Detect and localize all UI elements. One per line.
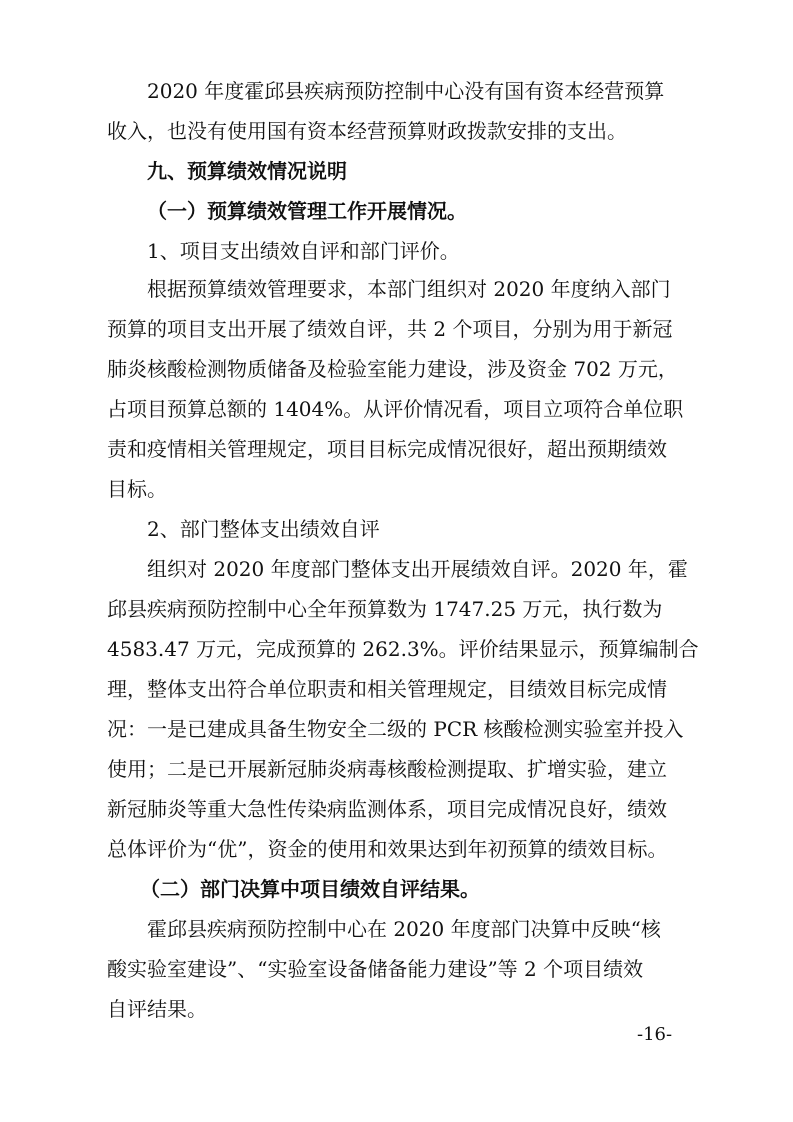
paragraph-line: 4583.47 万元，完成预算的 262.3%。评价结果显示，预算编制合 (107, 637, 699, 661)
paragraph-line: 新冠肺炎等重大急性传染病监测体系，项目完成情况良好，绩效 (107, 797, 667, 821)
paragraph-line: 肺炎核酸检测物质储备及检验室能力建设，涉及资金 702 万元， (107, 357, 678, 381)
subsection-heading-results: （二）部门决算中项目绩效自评结果。 (140, 877, 480, 901)
item-heading-project-evaluation: 1、项目支出绩效自评和部门评价。 (147, 239, 460, 263)
subsection-heading-management: （一）预算绩效管理工作开展情况。 (147, 199, 467, 223)
paragraph-line: 酸实验室建设”、“实验室设备储备能力建设”等 2 个项目绩效 (107, 957, 644, 981)
paragraph-line: 理，整体支出符合单位职责和相关管理规定，目绩效目标完成情 (107, 677, 667, 701)
intro-line-2: 收入，也没有使用国有资本经营预算财政拨款安排的支出。 (107, 119, 627, 143)
paragraph-line: 况：一是已建成具备生物安全二级的 PCR 核酸检测实验室并投入 (107, 717, 684, 741)
paragraph-line: 自评结果。 (107, 997, 207, 1021)
paragraph-line: 占项目预算总额的 1404%。从评价情况看，项目立项符合单位职 (107, 397, 684, 421)
paragraph-line: 使用；二是已开展新冠肺炎病毒核酸检测提取、扩增实验，建立 (107, 757, 667, 781)
paragraph-line: 目标。 (107, 477, 167, 501)
paragraph-line: 责和疫情相关管理规定，项目目标完成情况很好，超出预期绩效 (107, 437, 667, 461)
section-heading-performance: 九、预算绩效情况说明 (147, 159, 347, 183)
intro-line-1: 2020 年度霍邱县疾病预防控制中心没有国有资本经营预算 (147, 79, 665, 103)
paragraph-line: 总体评价为“优”，资金的使用和效果达到年初预算的绩效目标。 (107, 837, 668, 861)
paragraph-line: 霍邱县疾病预防控制中心在 2020 年度部门决算中反映“核 (147, 917, 661, 941)
paragraph-line: 根据预算绩效管理要求，本部门组织对 2020 年度纳入部门 (147, 277, 671, 301)
paragraph-line: 组织对 2020 年度部门整体支出开展绩效自评。2020 年，霍 (147, 557, 688, 581)
item-heading-overall-evaluation: 2、部门整体支出绩效自评 (147, 517, 380, 541)
paragraph-line: 邱县疾病预防控制中心全年预算数为 1747.25 万元，执行数为 (107, 597, 663, 621)
paragraph-line: 预算的项目支出开展了绩效自评，共 2 个项目，分别为用于新冠 (107, 317, 673, 341)
page-number: -16- (637, 1024, 673, 1045)
